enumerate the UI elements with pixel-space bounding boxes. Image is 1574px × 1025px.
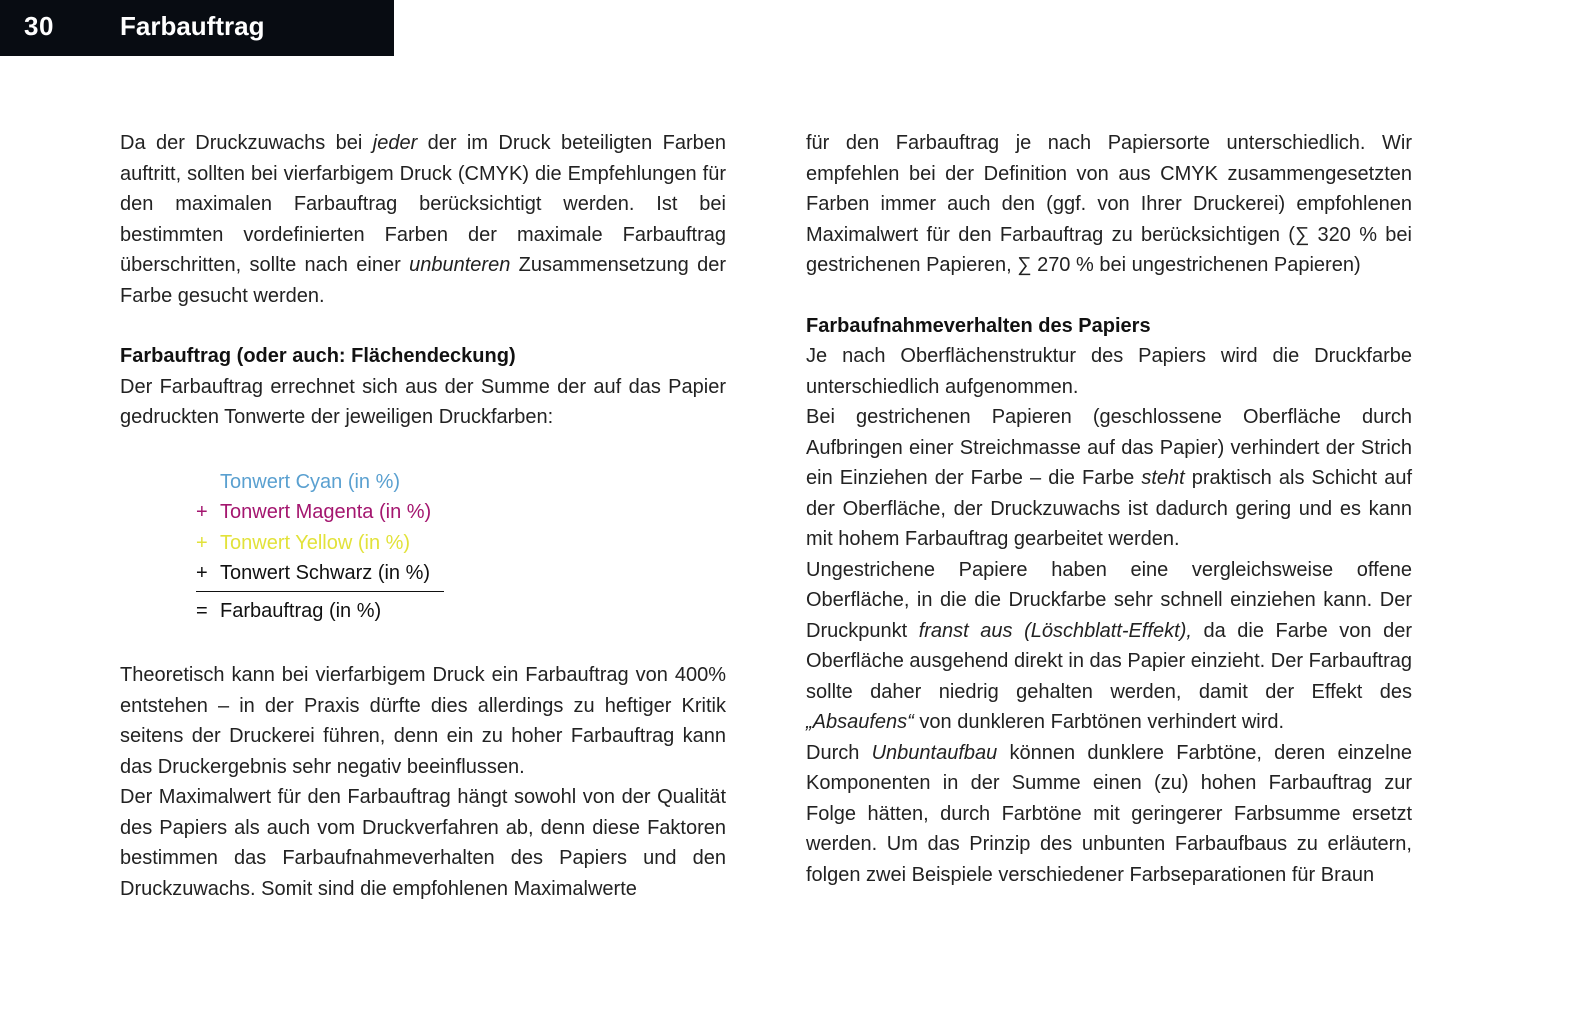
formula-row-result xyxy=(196,596,726,627)
continued-paragraph: für den Farbauftrag je nach Papiersorte unterschiedlich. Wir empfehlen bei der Definition von aus CMYK zusammengesetzten Farben immer auch den (ggf. von Ihrer Druckerei) empfohlenen Maximalwert für den Farbauftrag zu berücksichtigen (∑ 320 % bei gestrichenen Papieren, ∑ 270 % bei ungestrichenen Papieren) xyxy=(806,132,1412,276)
text: Da der Druckzuwachs bei xyxy=(120,132,373,154)
emphasis: Unbuntaufbau xyxy=(871,741,998,764)
text: Durch xyxy=(806,741,872,764)
theory-paragraph: Theoretisch kann bei vierfarbigem Druck ein Farbauftrag von 400% entstehen – in der Praxis dürfte dies allerdings zu heftiger Kritik seitens der Druckerei führen, denn ein zu hoher Farbauftrag kann das Druckergebnis sehr negativ beeinflussen. xyxy=(120,664,726,778)
emphasis: „Absaufens“ xyxy=(806,711,914,733)
operator: + xyxy=(196,501,208,523)
emphasis: unbunteren xyxy=(409,254,511,276)
emphasis: jeder xyxy=(372,132,418,154)
text: können dunklere Farbtöne, deren einzelne Komponenten in der Summe einen (zu) hohen Farbauftrag zur Folge hätten, durch Farbtöne mit geringerer Farbsumme ersetzt werden. Um das Prinzip des unbunten Farbaufbaus zu erläutern, folgen zwei Beispiele verschiedener Farbseparationen für Braun xyxy=(806,741,1412,886)
definition-paragraph: Der Farbauftrag errechnet sich aus der Summe der auf das Papier gedruckten Tonwerte der jeweiligen Druckfarben: xyxy=(120,375,726,428)
formula-label: Tonwert Yellow (in %) xyxy=(220,531,411,554)
text: praktisch als Schicht auf der Oberfläche, der Druckzuwachs ist dadurch gering und es kann mit hohem Farbauftrag gearbeitet werden. xyxy=(806,467,1413,550)
absorption-intro-paragraph: Je nach Oberflächenstruktur des Papiers wird die Druckfarbe unterschiedlich aufgenommen. xyxy=(806,345,1412,398)
formula-row-magenta xyxy=(196,497,726,528)
chapter-title: Farbauftrag xyxy=(120,11,265,41)
operator: + xyxy=(196,562,208,584)
right-column xyxy=(806,128,1412,890)
text: Bei gestrichenen Papieren (geschlossene Oberfläche durch Aufbringen einer Streichmasse auf das Papier) verhindert der Strich ein Einziehen der Farbe – die Farbe xyxy=(806,406,1412,489)
operator: = xyxy=(196,599,208,622)
formula-row-yellow xyxy=(196,528,726,559)
formula-label: Tonwert Cyan (in %) xyxy=(220,470,401,493)
operator xyxy=(196,467,220,498)
section-heading-absorption: Farbaufnahmeverhalten des Papiers xyxy=(806,314,1151,337)
text: der im Druck beteiligten Farben auftritt, sollten bei vierfarbigem Druck (CMYK) die Empfehlungen für den maximalen Farbauftrag berücksichtigt werden. Ist bei bestimmten vordefinierten Farben der maximale Farbauftrag überschritten, sollte nach einer xyxy=(120,132,726,276)
formula-label: Tonwert Schwarz (in %) xyxy=(220,562,431,584)
text: da die Farbe von der Oberfläche ausgehend direkt in das Papier einzieht. Der Farbauftrag sollte daher niedrig gehalten werden, damit der Effekt des xyxy=(806,619,1412,703)
max-value-paragraph: Der Maximalwert für den Farbauftrag hängt sowohl von der Qualität des Papiers als auch vom Druckverfahren ab, denn diese Faktoren bestimmen das Farbaufnahmeverhalten des Papiers und den Druckzuwachs. Somit sind die empfohlenen Maximalwerte xyxy=(120,786,726,900)
emphasis: steht xyxy=(1141,467,1185,489)
intro-paragraph xyxy=(120,128,726,311)
page-number: 30 xyxy=(24,11,54,41)
formula-label: Farbauftrag (in %) xyxy=(220,599,382,622)
formula-label: Tonwert Magenta (in %) xyxy=(220,501,432,523)
text: von dunkleren Farbtönen verhindert wird. xyxy=(913,711,1285,733)
text: Ungestrichene Papiere haben eine vergleichsweise offene Oberfläche, in die die Druckfarbe sehr schnell einziehen kann. Der Druckpunkt xyxy=(806,558,1412,642)
left-column xyxy=(120,128,726,904)
ink-coverage-formula xyxy=(196,467,726,627)
ucr-paragraph xyxy=(806,738,1412,891)
formula-row-cyan xyxy=(196,467,726,498)
section-heading-farbauftrag: Farbauftrag (oder auch: Flächendeckung) xyxy=(120,345,516,367)
emphasis: franst aus (Löschblatt-Effekt), xyxy=(918,619,1192,642)
operator: + xyxy=(196,531,208,554)
coated-paper-paragraph xyxy=(806,402,1412,555)
uncoated-paper-paragraph xyxy=(806,555,1412,738)
page-header-bar xyxy=(0,0,394,56)
text: Zusammensetzung der Farbe gesucht werden. xyxy=(120,254,726,307)
formula-row-black xyxy=(196,558,444,592)
